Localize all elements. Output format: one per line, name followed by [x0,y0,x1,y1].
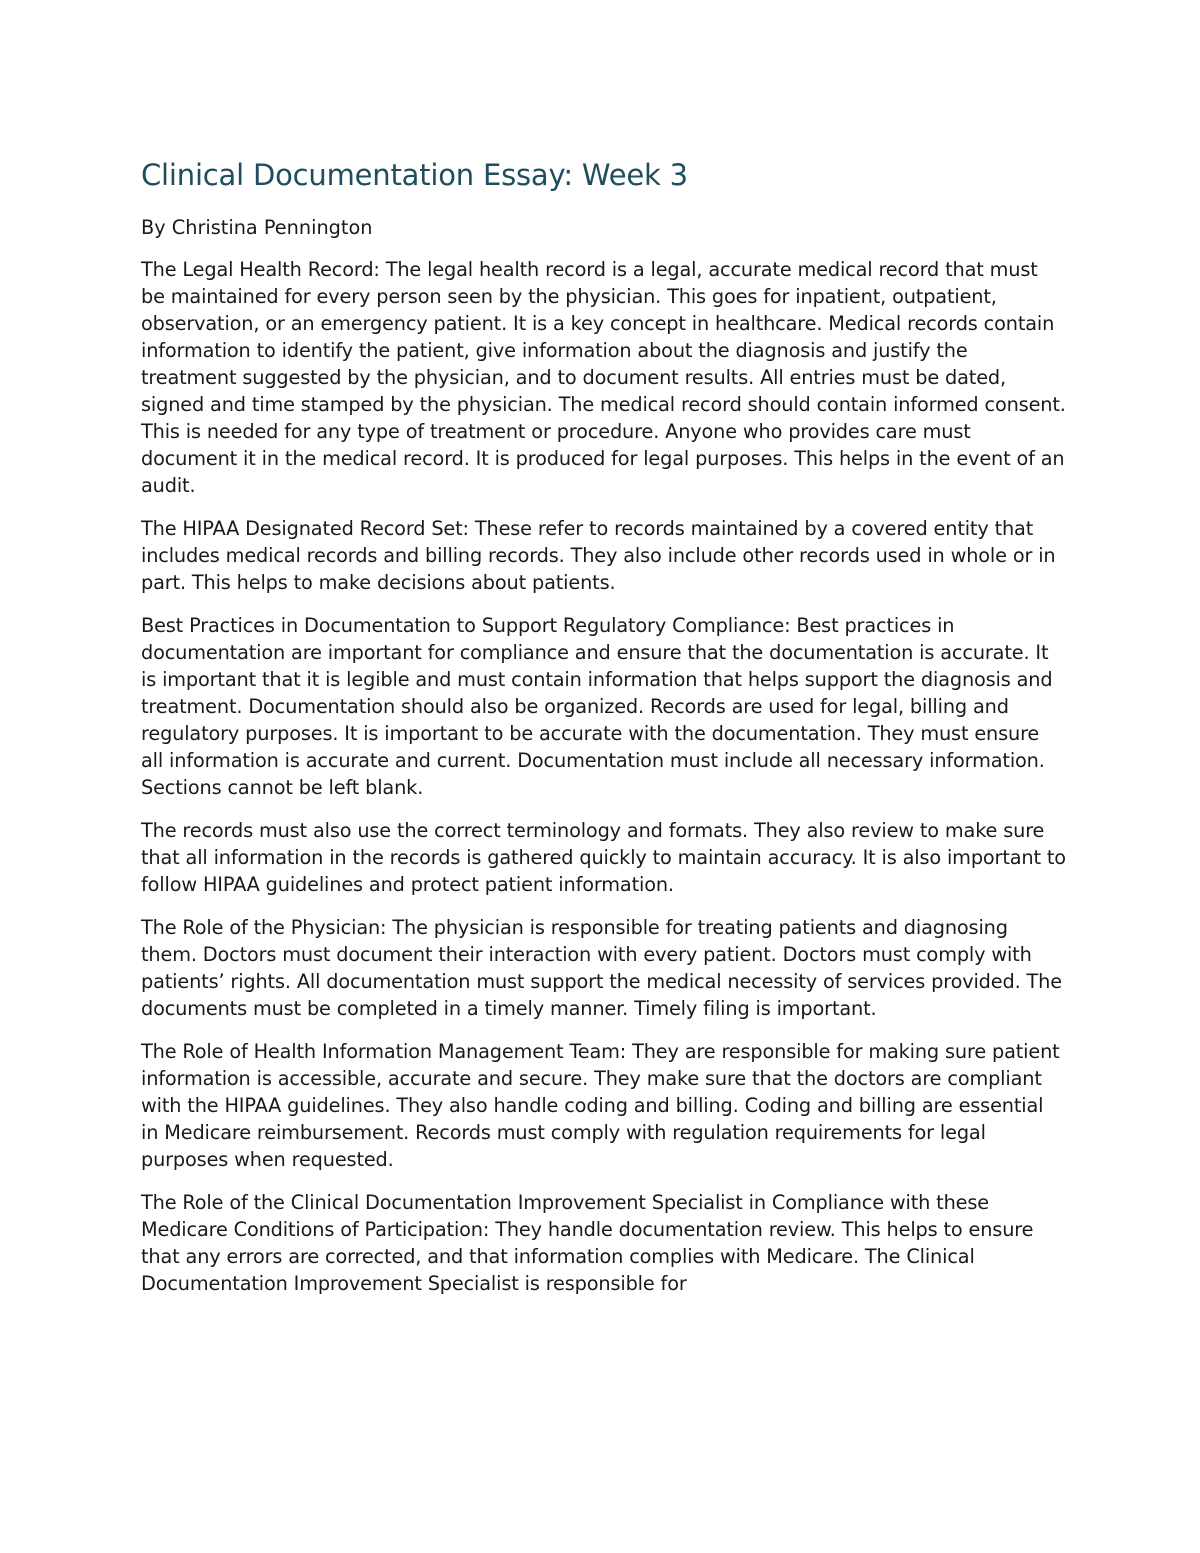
paragraph-best-practices: Best Practices in Documentation to Support Regulatory Compliance: Best practices in documentation are important for compliance and ensure that the documentation is accurate. It is important that it is legible and must contain information that helps support the diagnosis and treatment. Documentation should also be organized. Records are used for legal, billing and regulatory purposes. It is important to be accurate with the documentation. They must ensure all information is accurate and current. Documentation must include all necessary information. Sections cannot be left blank. [141,614,1053,799]
document-author: By Christina Pennington [141,216,373,239]
paragraph-terminology-formats: The records must also use the correct terminology and formats. They also review to make sure that all information in the records is gathered quickly to maintain accuracy. It is also important to follow HIPAA guidelines and protect patient information. [141,819,1066,896]
paragraph-legal-health-record: The Legal Health Record: The legal health record is a legal, accurate medical record that must be maintained for every person seen by the physician. This goes for inpatient, outpatient, observation, or an emergency patient. It is a key concept in healthcare. Medical records contain information to identify the patient, give information about the diagnosis and justify the treatment suggested by the physician, and to document results. All entries must be dated, signed and time stamped by the physician. The medical record should contain informed consent. This is needed for any type of treatment or procedure. Anyone who provides care must document it in the medical record. It is produced for legal purposes. This helps in the event of an audit. [141,258,1066,497]
paragraph-role-of-cdi-specialist: The Role of the Clinical Documentation Improvement Specialist in Compliance with these Medicare Conditions of Participation: They handle documentation review. This helps to ensure that any errors are corrected, and that information complies with Medicare. The Clinical Documentation Improvement Specialist is responsible for [141,1191,1034,1295]
document-title: Clinical Documentation Essay: Week 3 [141,158,688,192]
paragraph-role-of-physician: The Role of the Physician: The physician is responsible for treating patients and diagnosing them. Doctors must document their interaction with every patient. Doctors must comply with patients’ rights. All documentation must support the medical necessity of services provided. The documents must be completed in a timely manner. Timely filing is important. [141,916,1062,1020]
paragraph-role-of-him-team: The Role of Health Information Management Team: They are responsible for making sure patient information is accessible, accurate and secure. They make sure that the doctors are compliant with the HIPAA guidelines. They also handle coding and billing. Coding and billing are essential in Medicare reimbursement. Records must comply with regulation requirements for legal purposes when requested. [141,1040,1060,1171]
paragraph-hipaa-designated-record-set: The HIPAA Designated Record Set: These refer to records maintained by a covered entity that includes medical records and billing records. They also include other records used in whole or in part. This helps to make decisions about patients. [141,517,1056,594]
document-page [141,150,1066,1313]
